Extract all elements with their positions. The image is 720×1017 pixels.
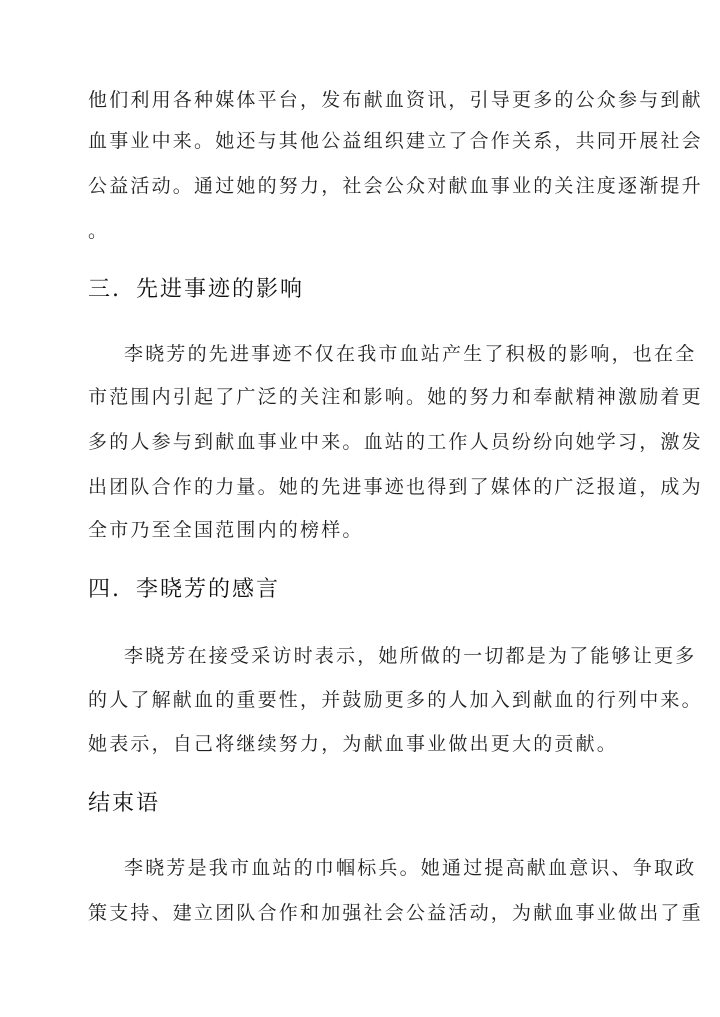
paragraph-line: 策支持、建立团队合作和加强社会公益活动，为献血事业做出了重 xyxy=(88,902,703,924)
paragraph-line: 血事业中来。她还与其他公益组织建立了合作关系，共同开展社会 xyxy=(88,130,703,152)
section-heading xyxy=(88,576,280,604)
section-title: 先进事迹的影响 xyxy=(136,277,305,302)
paragraph-line: 公益活动。通过她的努力，社会公众对献血事业的关注度逐渐提升 xyxy=(88,175,703,197)
section-heading xyxy=(88,276,304,304)
paragraph-line: 出团队合作的力量。她的先进事迹也得到了媒体的广泛报道，成为 xyxy=(88,476,703,498)
paragraph-line: 李晓芳是我市血站的巾帼标兵。她通过提高献血意识、争取政 xyxy=(124,857,697,879)
section-number: 三. xyxy=(88,277,121,302)
section-number: 四. xyxy=(88,577,121,602)
paragraph-line: 市范围内引起了广泛的关注和影响。她的努力和奉献精神激励着更 xyxy=(88,386,703,408)
paragraph-line: 多的人参与到献血事业中来。血站的工作人员纷纷向她学习，激发 xyxy=(88,431,703,453)
paragraph-line: 全市乃至全国范围内的榜样。 xyxy=(88,519,364,541)
paragraph-line: 李晓芳的先进事迹不仅在我市血站产生了积极的影响，也在全 xyxy=(124,343,697,365)
paragraph-line: 他们利用各种媒体平台，发布献血资讯，引导更多的公众参与到献 xyxy=(88,89,703,111)
paragraph-line: 她表示，自己将继续努力，为献血事业做出更大的贡献。 xyxy=(88,733,619,755)
conclusion-heading: 结束语 xyxy=(88,791,161,816)
paragraph-line: 的人了解献血的重要性，并鼓励更多的人加入到献血的行列中来。 xyxy=(88,689,703,711)
paragraph-line: 李晓芳在接受采访时表示，她所做的一切都是为了能够让更多 xyxy=(124,645,697,667)
paragraph-line: 。 xyxy=(88,220,110,242)
section-title: 李晓芳的感言 xyxy=(136,577,281,602)
